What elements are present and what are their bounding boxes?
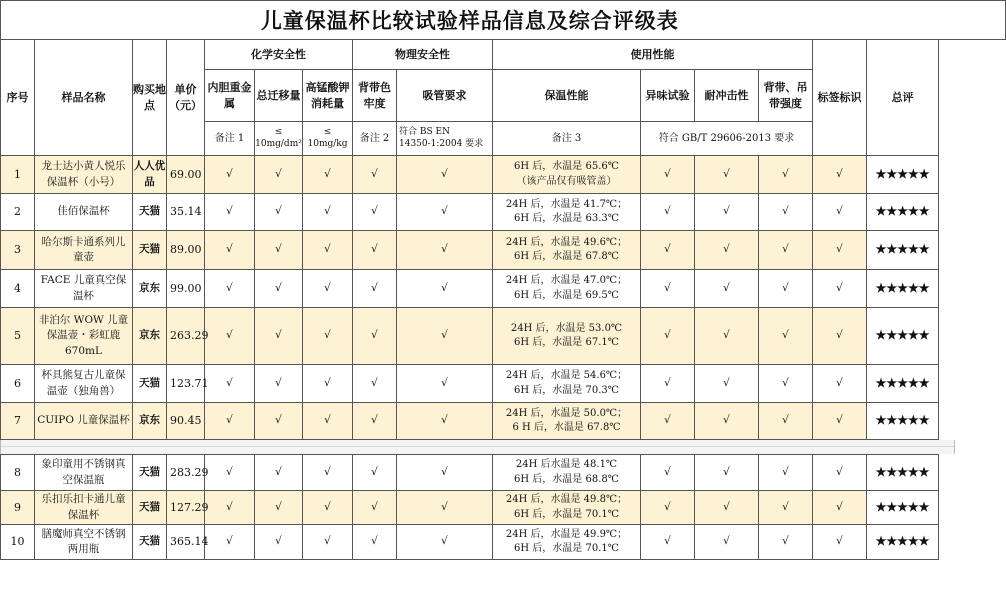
insulation-line-1: 6H 后，水温是 65.6℃ [514,161,619,172]
row-impact: √ [695,231,759,270]
row-strap: √ [759,194,813,231]
row-label: √ [813,308,867,365]
insulation-line-2: 6H 后，水温是 63.3℃ [514,213,619,224]
row-insulation [493,491,641,525]
row-chem-kmno4: √ [303,156,353,194]
row-phys-color: √ [353,525,397,560]
row-phys-straw: √ [397,270,493,308]
row-overall: ★★★★★ [867,308,939,365]
row-strap: √ [759,365,813,403]
row-phys-color: √ [353,231,397,270]
row-chem-liner: √ [205,365,255,403]
insulation-line-2: 6 H 后，水温是 67.8℃ [512,422,621,433]
row-phys-straw: √ [397,455,493,491]
row-odor: √ [641,231,695,270]
row-phys-color: √ [353,365,397,403]
row-price: 123.71 [167,365,205,403]
table-row [1,525,1006,560]
insulation-line-1: 24H 后，水温是 49.9℃； [505,528,628,540]
row-phys-color: √ [353,270,397,308]
row-insulation [493,231,641,270]
header-chemical-safety: 化学安全性 [205,40,353,70]
header-index: 序号 [1,40,35,156]
row-strap: √ [759,156,813,194]
row-shop: 天猫 [133,365,167,403]
insulation-line-1: 24H 后，水温是 47.0℃； [505,275,628,286]
title-side-cell [939,1,1006,40]
row-chem-kmno4: √ [303,231,353,270]
row-overall: ★★★★★ [867,403,939,440]
row-impact: √ [695,308,759,365]
row-chem-migration: √ [255,231,303,270]
table-row [1,308,1006,365]
row-price: 127.29 [167,491,205,525]
kmno4-limit: ≤ [323,126,332,137]
insulation-line-1: 24H 后，水温是 41.7℃； [505,198,628,210]
row-index: 5 [1,308,35,365]
row-index: 2 [1,194,35,231]
row-price: 89.00 [167,231,205,270]
row-insulation [493,525,641,560]
row-price: 99.00 [167,270,205,308]
row-phys-straw: √ [397,525,493,560]
row-phys-straw: √ [397,308,493,365]
header-price: 单价（元） [167,40,205,156]
row-index: 4 [1,270,35,308]
row-overall: ★★★★★ [867,365,939,403]
row-phys-color: √ [353,403,397,440]
row-name: 龙士达小黄人悦乐保温杯（小号） [35,156,133,194]
row-impact: √ [695,270,759,308]
row-odor: √ [641,491,695,525]
row-strap: √ [759,491,813,525]
row-phys-color: √ [353,455,397,491]
row-chem-liner: √ [205,308,255,365]
row-index: 3 [1,231,35,270]
criteria-note-2: 备注 2 [353,122,397,156]
insulation-line-1: 24H 后，水温是 53.0℃ [510,322,623,334]
row-label: √ [813,455,867,491]
rows-group-2 [1,455,1006,560]
row-name: 乐扣乐扣卡通儿童保温杯 [35,491,133,525]
row-phys-straw: √ [397,231,493,270]
header-usage-performance: 使用性能 [493,40,813,70]
row-chem-migration: √ [255,308,303,365]
kmno4-unit: 10mg/kg [307,138,348,149]
row-strap: √ [759,231,813,270]
row-label: √ [813,231,867,270]
row-odor: √ [641,455,695,491]
row-overall: ★★★★★ [867,156,939,194]
row-chem-migration: √ [255,455,303,491]
insulation-line-1: 24H 后水温是 48.1℃ [515,459,618,470]
row-chem-liner: √ [205,270,255,308]
row-insulation [493,403,641,440]
table-row [1,156,1006,194]
row-price: 35.14 [167,194,205,231]
row-chem-migration: √ [255,491,303,525]
row-chem-liner: √ [205,231,255,270]
row-shop: 天猫 [133,231,167,270]
header-odor: 异味试验 [641,70,695,122]
row-name: 膳魔师真空不锈钢两用瓶 [35,525,133,560]
row-overall: ★★★★★ [867,525,939,560]
row-shop: 人人优品 [133,156,167,194]
row-odor: √ [641,365,695,403]
row-chem-kmno4: √ [303,308,353,365]
rating-table-continued [0,454,1006,560]
row-impact: √ [695,403,759,440]
row-insulation [493,365,641,403]
row-insulation [493,455,641,491]
table-row [1,231,1006,270]
page-break-gap [0,440,955,454]
header-impact: 耐冲击性 [695,70,759,122]
row-price: 283.29 [167,455,205,491]
row-phys-color: √ [353,194,397,231]
insulation-line-2: 6H 后，水温是 69.5℃ [514,289,619,301]
row-odor: √ [641,403,695,440]
row-shop: 天猫 [133,491,167,525]
row-phys-color: √ [353,308,397,365]
criteria-migration [255,122,303,156]
row-overall: ★★★★★ [867,455,939,491]
row-odor: √ [641,270,695,308]
row-impact: √ [695,365,759,403]
migration-limit: ≤ [274,126,283,137]
row-label: √ [813,194,867,231]
row-index: 10 [1,525,35,560]
row-chem-liner: √ [205,525,255,560]
row-label: √ [813,156,867,194]
row-chem-liner: √ [205,455,255,491]
row-impact: √ [695,525,759,560]
row-impact: √ [695,491,759,525]
row-chem-liner: √ [205,491,255,525]
criteria-straw-standard [397,122,493,156]
row-strap: √ [759,403,813,440]
row-phys-color: √ [353,491,397,525]
row-name: CUIPO 儿童保温杯 [35,403,133,440]
row-chem-kmno4: √ [303,194,353,231]
insulation-line-1: 24H 后，水温是 49.6℃； [505,236,628,248]
row-chem-liner: √ [205,403,255,440]
page-break-line [1,446,954,447]
insulation-line-2: 6H 后，水温是 70.1℃ [514,508,619,520]
row-chem-kmno4: √ [303,270,353,308]
row-impact: √ [695,194,759,231]
row-shop: 京东 [133,270,167,308]
header-insulation: 保温性能 [493,70,641,122]
row-chem-migration: √ [255,156,303,194]
table-row [1,455,1006,491]
row-insulation [493,270,641,308]
insulation-line-2: 6H 后，水温是 67.8℃ [514,251,619,262]
row-insulation [493,194,641,231]
insulation-line-1: 24H 后，水温是 49.8℃； [505,494,628,505]
header-name: 样品名称 [35,40,133,156]
row-strap: √ [759,270,813,308]
row-chem-liner: √ [205,194,255,231]
row-name: 哈尔斯卡通系列儿童壶 [35,231,133,270]
row-odor: √ [641,194,695,231]
table-row [1,491,1006,525]
table-row [1,365,1006,403]
row-shop: 京东 [133,403,167,440]
row-impact: √ [695,156,759,194]
straw-standard-line-1: 符合 BS EN [399,126,450,137]
header-total-migration: 总迁移量 [255,70,303,122]
row-overall: ★★★★★ [867,491,939,525]
row-index: 7 [1,403,35,440]
row-strap: √ [759,525,813,560]
header-overall: 总评 [867,40,939,156]
insulation-line-2: 6H 后，水温是 70.1℃ [514,543,619,554]
criteria-kmno4 [303,122,353,156]
row-odor: √ [641,308,695,365]
row-shop: 京东 [133,308,167,365]
row-price: 263.29 [167,308,205,365]
row-chem-kmno4: √ [303,403,353,440]
straw-standard-line-2: 14350-1:2004 要求 [399,138,484,149]
row-chem-kmno4: √ [303,365,353,403]
row-chem-migration: √ [255,270,303,308]
row-phys-straw: √ [397,156,493,194]
row-insulation [493,308,641,365]
row-price: 365.14 [167,525,205,560]
row-name: 佳佰保温杯 [35,194,133,231]
row-label: √ [813,365,867,403]
header-physical-safety: 物理安全性 [353,40,493,70]
row-shop: 天猫 [133,455,167,491]
header-strap-strength: 背带、吊带强度 [759,70,813,122]
row-name: FACE 儿童真空保温杯 [35,270,133,308]
row-strap: √ [759,308,813,365]
row-name: 非泊尔 WOW 儿童保温壶・彩虹鹿 670mL [35,308,133,365]
header-kmno4: 高锰酸钾消耗量 [303,70,353,122]
header-strap-color-fastness: 背带色牢度 [353,70,397,122]
row-odor: √ [641,156,695,194]
row-chem-liner: √ [205,156,255,194]
table-row [1,403,1006,440]
criteria-note-1: 备注 1 [205,122,255,156]
insulation-line-2: 6H 后，水温是 68.8℃ [514,473,619,485]
row-strap: √ [759,455,813,491]
row-price: 90.45 [167,403,205,440]
row-label: √ [813,270,867,308]
row-phys-straw: √ [397,194,493,231]
criteria-note-3: 备注 3 [493,122,641,156]
row-chem-kmno4: √ [303,455,353,491]
row-chem-migration: √ [255,403,303,440]
row-shop: 天猫 [133,525,167,560]
rows-group-1 [1,156,1006,440]
insulation-line-2: 6H 后，水温是 70.3℃ [514,384,619,396]
row-name: 象印童用不锈钢真空保温瓶 [35,455,133,491]
row-index: 9 [1,491,35,525]
row-chem-kmno4: √ [303,525,353,560]
row-impact: √ [695,455,759,491]
row-phys-color: √ [353,156,397,194]
insulation-line-2: （该产品仅有吸管盖） [516,175,617,187]
table-row [1,194,1006,231]
header-liner-heavy-metal: 内胆重金属 [205,70,255,122]
row-chem-migration: √ [255,194,303,231]
row-chem-migration: √ [255,365,303,403]
row-index: 8 [1,455,35,491]
row-label: √ [813,491,867,525]
table-row [1,270,1006,308]
row-overall: ★★★★★ [867,231,939,270]
row-index: 1 [1,156,35,194]
row-shop: 天猫 [133,194,167,231]
row-insulation [493,156,641,194]
insulation-line-2: 6H 后，水温是 67.1℃ [514,337,619,348]
header-straw: 吸管要求 [397,70,493,122]
criteria-gbt-standard: 符合 GB/T 29606-2013 要求 [641,122,813,156]
insulation-line-1: 24H 后，水温是 54.6℃； [505,370,628,381]
row-price: 69.00 [167,156,205,194]
row-index: 6 [1,365,35,403]
row-phys-straw: √ [397,491,493,525]
row-phys-straw: √ [397,403,493,440]
row-odor: √ [641,525,695,560]
row-label: √ [813,403,867,440]
row-name: 杯具熊复古儿童保温壶（独角兽） [35,365,133,403]
row-chem-migration: √ [255,525,303,560]
insulation-line-1: 24H 后，水温是 50.0℃； [505,407,628,419]
row-overall: ★★★★★ [867,194,939,231]
row-chem-kmno4: √ [303,491,353,525]
table-title: 儿童保温杯比较试验样品信息及综合评级表 [1,1,939,40]
row-overall: ★★★★★ [867,270,939,308]
row-phys-straw: √ [397,365,493,403]
header-shop: 购买地点 [133,40,167,156]
row-label: √ [813,525,867,560]
migration-unit: 10mg/dm² [255,138,302,149]
header-label: 标签标识 [813,40,867,156]
